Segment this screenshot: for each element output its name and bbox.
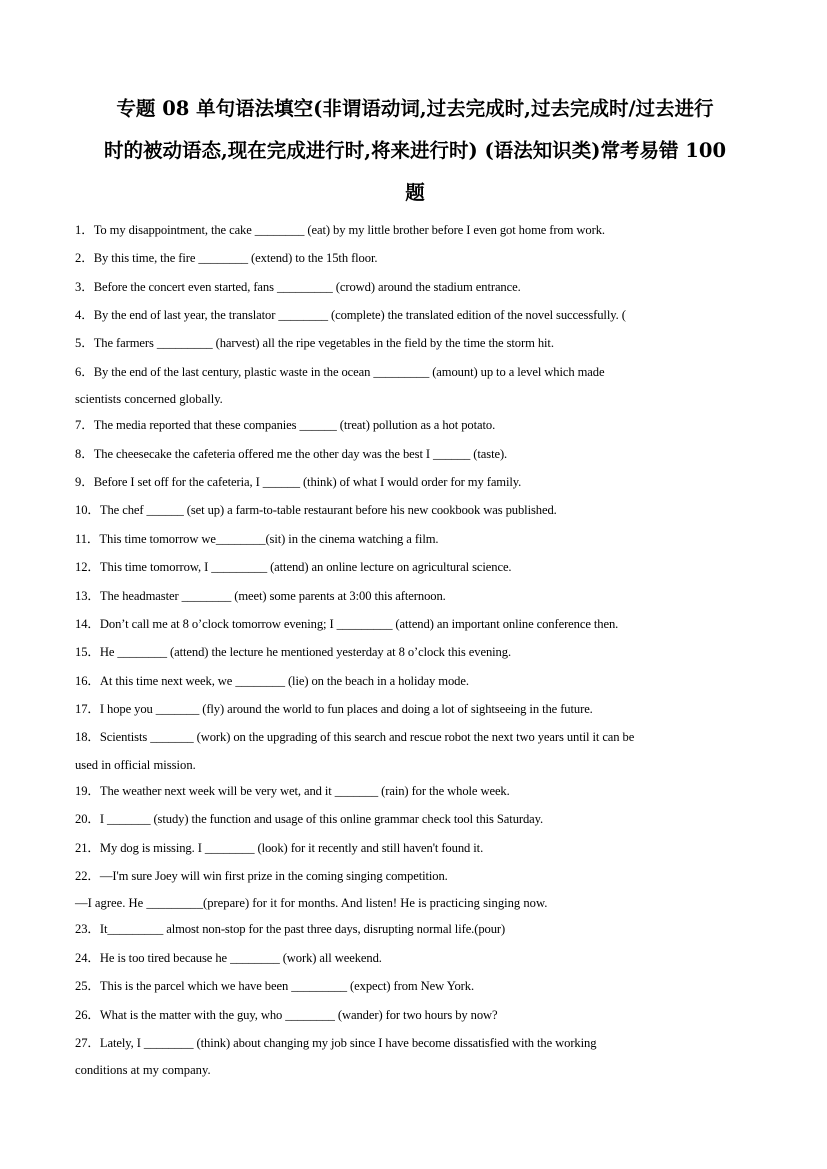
question-13: 13．The headmaster ________ (meet) some parents at 3:00 this afternoon.: [75, 589, 446, 603]
question-15: 15．He ________ (attend) the lecture he mentioned yesterday at 8 o’clock this evening.: [75, 645, 511, 659]
question-22-reply: —I agree. He _________(prepare) for it for months. And listen! He is practicing singing now.: [75, 896, 548, 910]
question-12: 12．This time tomorrow, I _________ (attend) an online lecture on agricultural science.: [75, 560, 512, 574]
document-title: [70, 88, 760, 214]
question-6: 6．By the end of the last century, plastic waste in the ocean _________ (amount) up to a level which made: [75, 365, 605, 379]
question-6-continued: scientists concerned globally.: [75, 392, 223, 406]
question-22: 22．—I'm sure Joey will win first prize in the coming singing competition.: [75, 869, 448, 883]
question-27-continued: conditions at my company.: [75, 1063, 211, 1077]
question-24: 24．He is too tired because he ________ (work) all weekend.: [75, 951, 382, 965]
question-16: 16．At this time next week, we ________ (lie) on the beach in a holiday mode.: [75, 674, 469, 688]
question-9: 9．Before I set off for the cafeteria, I ______ (think) of what I would order for my family.: [75, 475, 522, 489]
question-3: 3．Before the concert even started, fans _________ (crowd) around the stadium entrance.: [75, 280, 521, 294]
question-10: 10．The chef ______ (set up) a farm-to-table restaurant before his new cookbook was published.: [75, 503, 557, 517]
question-4: 4．By the end of last year, the translator ________ (complete) the translated edition of the novel successfully. (: [75, 308, 626, 322]
question-26: 26．What is the matter with the guy, who ________ (wander) for two hours by now?: [75, 1008, 498, 1022]
question-2: 2．By this time, the fire ________ (extend) to the 15th floor.: [75, 251, 378, 265]
title-line-2: 时的被动语态,现在完成进行时,将来进行时) (语法知识类)常考易错 100: [103, 139, 727, 162]
question-18: 18．Scientists _______ (work) on the upgrading of this search and rescue robot the next two years until it can be: [75, 730, 635, 744]
question-23: 23．It_________ almost non-stop for the past three days, disrupting normal life.(pour): [75, 922, 506, 936]
question-21: 21．My dog is missing. I ________ (look) for it recently and still haven't found it.: [75, 841, 484, 855]
question-18-continued: used in official mission.: [75, 758, 196, 772]
question-1: 1．To my disappointment, the cake ________ (eat) by my little brother before I even got home from work.: [75, 223, 605, 237]
question-27: 27．Lately, I ________ (think) about changing my job since I have become dissatisfied with the working: [75, 1036, 597, 1050]
title-line-1: 专题 08 单句语法填空(非谓语动词,过去完成时,过去完成时/过去进行: [116, 97, 714, 120]
question-7: 7．The media reported that these companies ______ (treat) pollution as a hot potato.: [75, 418, 496, 432]
question-5: 5．The farmers _________ (harvest) all the ripe vegetables in the field by the time the storm hit.: [75, 336, 554, 350]
question-19: 19．The weather next week will be very wet, and it _______ (rain) for the whole week.: [75, 784, 510, 798]
question-25: 25．This is the parcel which we have been _________ (expect) from New York.: [75, 979, 474, 993]
question-11: 11．This time tomorrow we________(sit) in the cinema watching a film.: [75, 532, 439, 546]
question-17: 17．I hope you _______ (fly) around the world to fun places and doing a lot of sightseeing in the future.: [75, 702, 593, 716]
title-line-3: 题: [405, 181, 425, 204]
question-20: 20．I _______ (study) the function and usage of this online grammar check tool this Saturday.: [75, 812, 544, 826]
question-8: 8．The cheesecake the cafeteria offered me the other day was the best I ______ (taste).: [75, 447, 508, 461]
question-14: 14．Don’t call me at 8 o’clock tomorrow evening; I _________ (attend) an important online conference then.: [75, 617, 619, 631]
